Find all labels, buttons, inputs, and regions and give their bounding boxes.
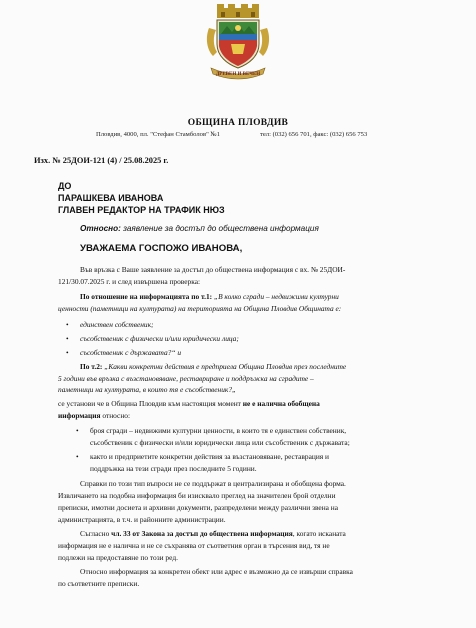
paragraph-4-line-3: подлежи на предоставяне по този ред. xyxy=(58,553,178,562)
point1-item: • съсобственик с физически и/или юридически лица; xyxy=(66,334,239,343)
municipality-name: ОБЩИНА ПЛОВДИВ xyxy=(187,118,289,128)
bullet-icon: • xyxy=(76,452,79,461)
finding-item: • броя сгради – недвижими културни ценности, в които тя е единствен собственик, xyxy=(76,426,347,435)
plovdiv-coat-of-arms xyxy=(205,4,271,82)
bullet-icon: • xyxy=(66,348,69,357)
bullet-icon: • xyxy=(66,334,69,343)
paragraph-5-line-1: Относно информация за конкретен обект или адрес е възможно да се извърши справка xyxy=(80,567,353,576)
crest-motto: ДРЕВЕН И ВЕЧЕН xyxy=(215,72,261,77)
point1-item: • съсобственик с държавата?“ и xyxy=(66,348,182,357)
point1-label: По отношение на информацията по т.1: xyxy=(80,292,213,301)
municipality-phone-fax: тел: (032) 656 701, факс: (032) 656 753 xyxy=(260,131,368,138)
point2-label: По т.2: xyxy=(80,362,103,371)
subject-line xyxy=(80,224,319,233)
paragraph-3-line: администрацията, в т.ч. и районните администрации. xyxy=(58,515,226,524)
finding-item-cont: поддръжка на тези сгради през последните 5 години. xyxy=(90,464,257,473)
point2-question-line-1: „Какви конкретни действия е предприела Община Пловдив през последните xyxy=(102,362,347,371)
paragraph-3-line: Извличането на подобна информация би изисквало преглед на значителен брой отделни xyxy=(58,491,336,500)
intro-line-2: 121/30.07.2025 г. и след извършена проверка: xyxy=(58,277,201,286)
paragraph-3-line: преписки, имотни досиета и архивни документи, разпределени между различни звена на xyxy=(58,503,339,512)
municipality-address: Пловдив, 4000, пл. "Стефан Стамболов" №1 xyxy=(96,131,221,138)
finding-line-1: се установи че в Община Пловдив към настоящия момент не е налична обобщена xyxy=(58,399,320,408)
recipient-role: ГЛАВЕН РЕДАКТОР НА ТРАФИК НЮЗ xyxy=(58,205,225,215)
point1-question-line-1: „В колко сгради – недвижими културни xyxy=(212,292,339,301)
point2-question-line-2: 5 години във връзка с възстановяване, реставриране и поддръжка на сградите – xyxy=(58,374,314,383)
point2-question-line-3: паметници на културата, в които тя е съсобственик?„ xyxy=(58,385,237,394)
outgoing-reference: Изх. № 25ДОИ-121 (4) / 25.08.2025 г. xyxy=(34,156,169,165)
bullet-icon: • xyxy=(76,426,79,435)
paragraph-4-line-1: Съгласно чл. 33 от Закона за достъп до обществена информация, когато исканата xyxy=(80,529,346,538)
recipient-to: ДО xyxy=(58,181,72,191)
point1-question xyxy=(80,293,339,300)
greeting: УВАЖАЕМА ГОСПОЖО ИВАНОВА, xyxy=(80,243,243,254)
finding-item: • както и предприетите конкретни действия за възстановяване, реставрация и xyxy=(76,452,330,461)
bullet-icon: • xyxy=(66,320,69,329)
paragraph-5-line-2: по съответните преписки. xyxy=(58,579,140,588)
point2-question xyxy=(80,363,346,370)
point1-question-line-2: ценности (паметници на културата) на територията на Община Пловдив Общината е: xyxy=(58,304,342,313)
subject-text: заявление за достъп до обществена информация xyxy=(120,224,319,233)
recipient-name: ПАРАШКЕВА ИВАНОВА xyxy=(58,193,164,203)
subject-label: Относно: xyxy=(80,224,121,233)
finding-item-cont: съсобственик с физически и/или юридически лица или съсобственик с държавата; xyxy=(90,438,350,447)
finding-line-2: информация относно: xyxy=(58,411,131,420)
paragraph-4-line-2: информация не е налична и не се съхранява от съответния орган в търсения вид, тя не xyxy=(58,541,330,550)
paragraph-3-line: Справки по този тип въпроси не се поддържат в централизирана и обобщена форма. xyxy=(80,479,346,488)
point1-item: • единствен собственик; xyxy=(66,320,154,329)
intro-line-1: Във връзка с Ваше заявление за достъп до обществена информация с вх. № 25ДОИ- xyxy=(80,265,346,274)
